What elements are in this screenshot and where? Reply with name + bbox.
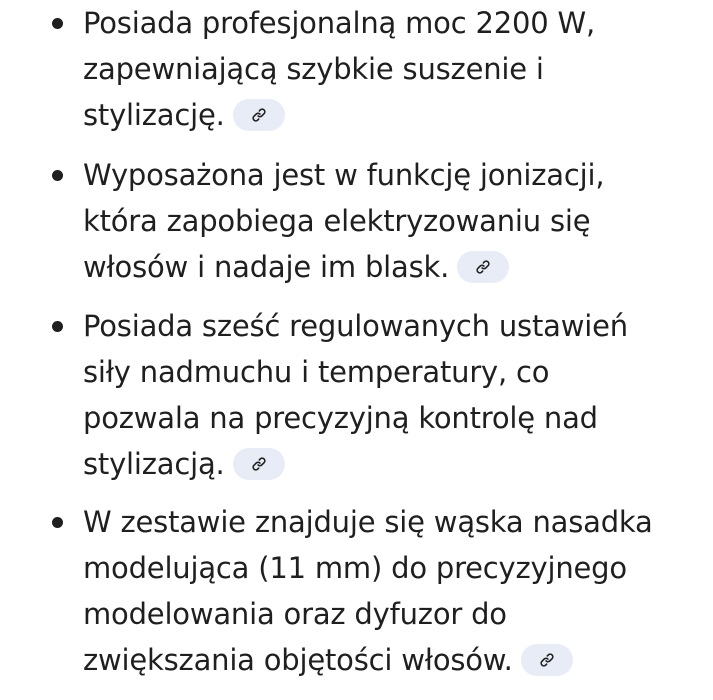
text-line: W zestawie znajduje się wąska nasadka — [83, 505, 653, 539]
text-line: włosów i nadaje im blask. — [83, 250, 450, 284]
text-line: modelująca (11 mm) do precyzyjnego — [83, 551, 627, 585]
text-line: pozwala na precyzyjną kontrolę nad — [83, 401, 598, 435]
text-line-with-link — [83, 92, 683, 138]
link-icon — [251, 456, 267, 472]
list-item-text — [83, 303, 683, 487]
bullet-dot — [52, 321, 63, 332]
text-line-with-link — [83, 441, 683, 487]
list-item-text — [83, 499, 683, 683]
text-line: Wyposażona jest w funkcję jonizacji, — [83, 158, 605, 192]
text-line-with-link — [83, 244, 683, 290]
source-link-button[interactable] — [457, 251, 509, 283]
source-link-button[interactable] — [521, 644, 573, 676]
list-item-text — [83, 0, 683, 138]
text-line: zwiększania objętości włosów. — [83, 643, 513, 677]
text-line: modelowania oraz dyfuzor do — [83, 597, 507, 631]
link-icon — [539, 652, 555, 668]
text-line: która zapobiega elektryzowaniu się — [83, 204, 591, 238]
text-line: zapewniającą szybkie suszenie i — [83, 52, 544, 86]
link-icon — [251, 107, 267, 123]
bullet-dot — [52, 517, 63, 528]
text-line: siły nadmuchu i temperatury, co — [83, 355, 550, 389]
source-link-button[interactable] — [233, 448, 285, 480]
source-link-button[interactable] — [233, 99, 285, 131]
link-icon — [475, 259, 491, 275]
text-line: Posiada sześć regulowanych ustawień — [83, 309, 628, 343]
text-line: stylizacją. — [83, 447, 225, 481]
text-line-with-link — [83, 637, 683, 683]
bullet-dot — [52, 18, 63, 29]
text-line: stylizację. — [83, 98, 225, 132]
text-line: Posiada profesjonalną moc 2200 W, — [83, 6, 595, 40]
bullet-dot — [52, 170, 63, 181]
list-item-text — [83, 152, 683, 290]
